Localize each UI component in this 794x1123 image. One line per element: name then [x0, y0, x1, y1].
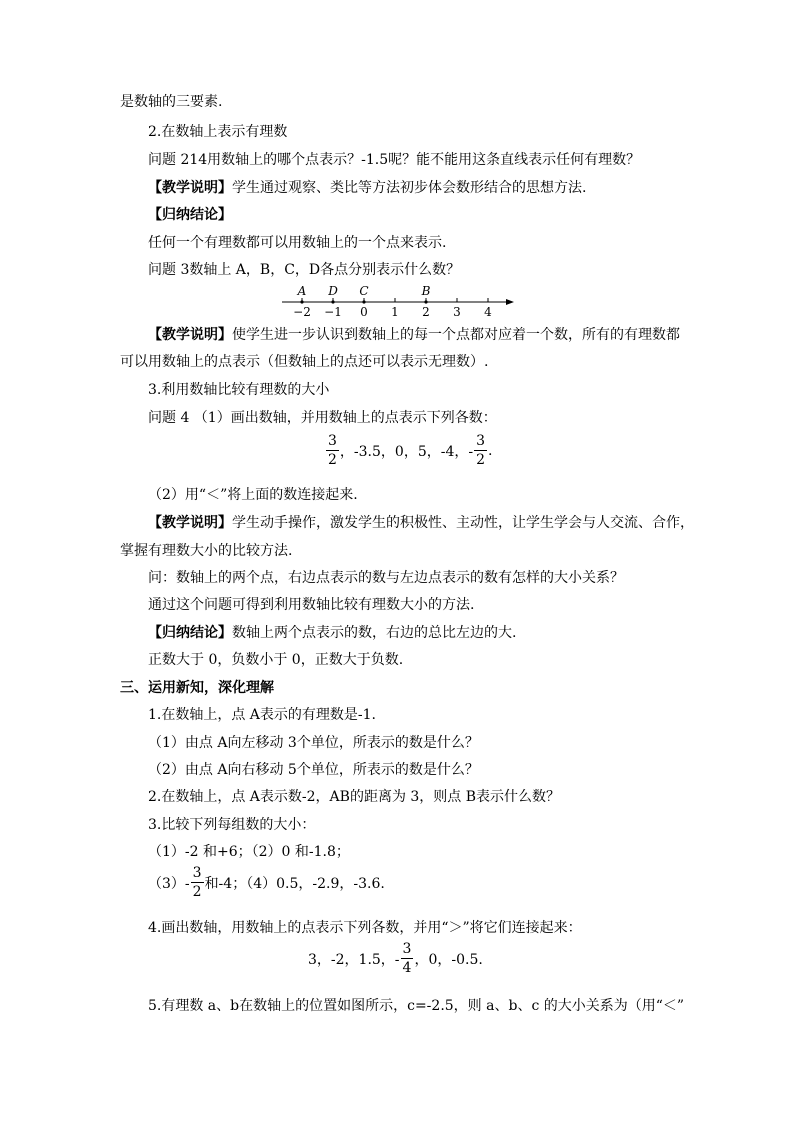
point-marker — [331, 300, 334, 303]
denominator: 4 — [402, 960, 412, 976]
numerator: 3 — [476, 433, 486, 449]
formula-text: 3，-2，1.5，- — [308, 951, 400, 968]
tag-label: 【教学说明】 — [148, 180, 232, 196]
conclusion — [148, 623, 516, 643]
numerator: 3 — [402, 941, 412, 957]
exercise-4: 4.画出数轴，用数轴上的点表示下列各数，并用“＞”将它们连接起来： — [148, 920, 582, 936]
text-line: 可以用数轴上的点表示（但数轴上的点还可以表示无理数）. — [120, 354, 489, 370]
tag-label: 【归纳结论】 — [148, 625, 232, 641]
text-line: 使学生进一步认识到数轴上的每一个点都对应着一个数，所有的有理数都 — [232, 327, 680, 343]
point-label: A — [297, 284, 307, 298]
formula-line — [308, 942, 483, 975]
number-line-figure — [278, 282, 518, 320]
section-heading: 2.在数轴上表示有理数 — [148, 124, 288, 140]
tick-label: 0 — [360, 305, 368, 319]
exercise-1: 1.在数轴上，点 A表示的有理数是-1. — [148, 707, 377, 723]
teaching-note — [148, 178, 586, 198]
denominator: 2 — [476, 452, 486, 468]
point-label: D — [328, 284, 338, 298]
axis-arrow-icon — [506, 299, 514, 305]
fraction — [474, 434, 487, 467]
tick-label: −2 — [293, 305, 311, 319]
exercise-3: 3.比较下列每组数的大小： — [148, 817, 316, 833]
text-line: 正数大于 0，负数小于 0，正数大于负数. — [148, 652, 404, 668]
exercise-5: 5.有理数 a、b在数轴上的位置如图所示，c=-2.5，则 a、b、c 的大小关系为（用“＜” — [148, 998, 685, 1014]
question-2: 问题 214用数轴上的哪个点表示？-1.5呢？能不能用这条直线表示任何有理数？ — [148, 152, 641, 168]
formula-line — [325, 434, 492, 467]
tick-label: 2 — [422, 305, 430, 319]
point-label: C — [359, 284, 369, 298]
numerator: 3 — [328, 433, 337, 449]
formula-text: 和-4；（4）0.5，-2.9，-3.6. — [204, 875, 385, 892]
text-line: （2）用“＜”将上面的数连接起来. — [148, 487, 358, 503]
question-4: 问题 4 （1）画出数轴，并用数轴上的点表示下列各数： — [148, 410, 497, 426]
fraction — [401, 942, 414, 975]
tick-label: 1 — [391, 305, 399, 319]
text-line: 学生通过观察、类比等方法初步体会数形结合的思想方法. — [232, 180, 587, 196]
formula-text: . — [488, 442, 493, 459]
section-heading: 3.利用数轴比较有理数的大小 — [148, 382, 330, 398]
exercise-2: 2.在数轴上，点 A表示数-2，AB的距离为 3，则点 B表示什么数？ — [148, 789, 561, 805]
teaching-note — [148, 513, 694, 533]
question-3: 问题 3数轴上 A，B，C，D各点分别表示什么数？ — [148, 262, 461, 278]
section-heading: 三、运用新知，深化理解 — [120, 680, 274, 696]
denominator: 2 — [192, 884, 202, 900]
point-marker — [424, 300, 427, 303]
text-line: 任何一个有理数都可以用数轴上的一个点来表示. — [148, 235, 447, 251]
formula-text: ，0，-0.5. — [414, 951, 483, 968]
formula-text: ，-3.5，0，5，-4，- — [339, 443, 474, 460]
teaching-note — [148, 325, 680, 345]
exercise-1-part: （2）由点 A向右移动 5个单位，所表示的数是什么？ — [148, 762, 479, 778]
point-marker — [300, 300, 303, 303]
text-line: 学生动手操作，激发学生的积极性、主动性，让学生学会与人交流、合作， — [232, 515, 694, 531]
tick-label: 4 — [484, 305, 492, 319]
text-line: 数轴上两个点表示的数，右边的总比左边的大. — [232, 625, 517, 641]
point-label: B — [421, 284, 431, 298]
text-line: 是数轴的三要素. — [120, 94, 223, 110]
point-marker — [362, 300, 365, 303]
text-line: 通过这个问题可得到利用数轴比较有理数大小的方法. — [148, 597, 475, 613]
numerator: 3 — [192, 865, 202, 881]
tag-label: 【教学说明】 — [148, 515, 232, 531]
fraction — [326, 434, 339, 467]
text-line: 问：数轴上的两个点，右边点表示的数与左边点表示的数有怎样的大小关系？ — [148, 570, 624, 586]
exercise-1-part: （1）由点 A向左移动 3个单位，所表示的数是什么？ — [148, 735, 479, 751]
tick-label: 3 — [453, 305, 461, 319]
tag-label: 【归纳结论】 — [148, 207, 232, 223]
formula-text: （3）- — [148, 875, 190, 892]
tick-label: −1 — [324, 305, 342, 319]
text-line: 掌握有理数大小的比较方法. — [120, 543, 293, 559]
tag-label: 【教学说明】 — [148, 327, 232, 343]
fraction — [191, 866, 204, 899]
exercise-3-part: （1）-2 和+6；（2）0 和-1.8； — [148, 844, 350, 860]
formula-line — [148, 866, 385, 899]
denominator: 2 — [328, 452, 337, 468]
